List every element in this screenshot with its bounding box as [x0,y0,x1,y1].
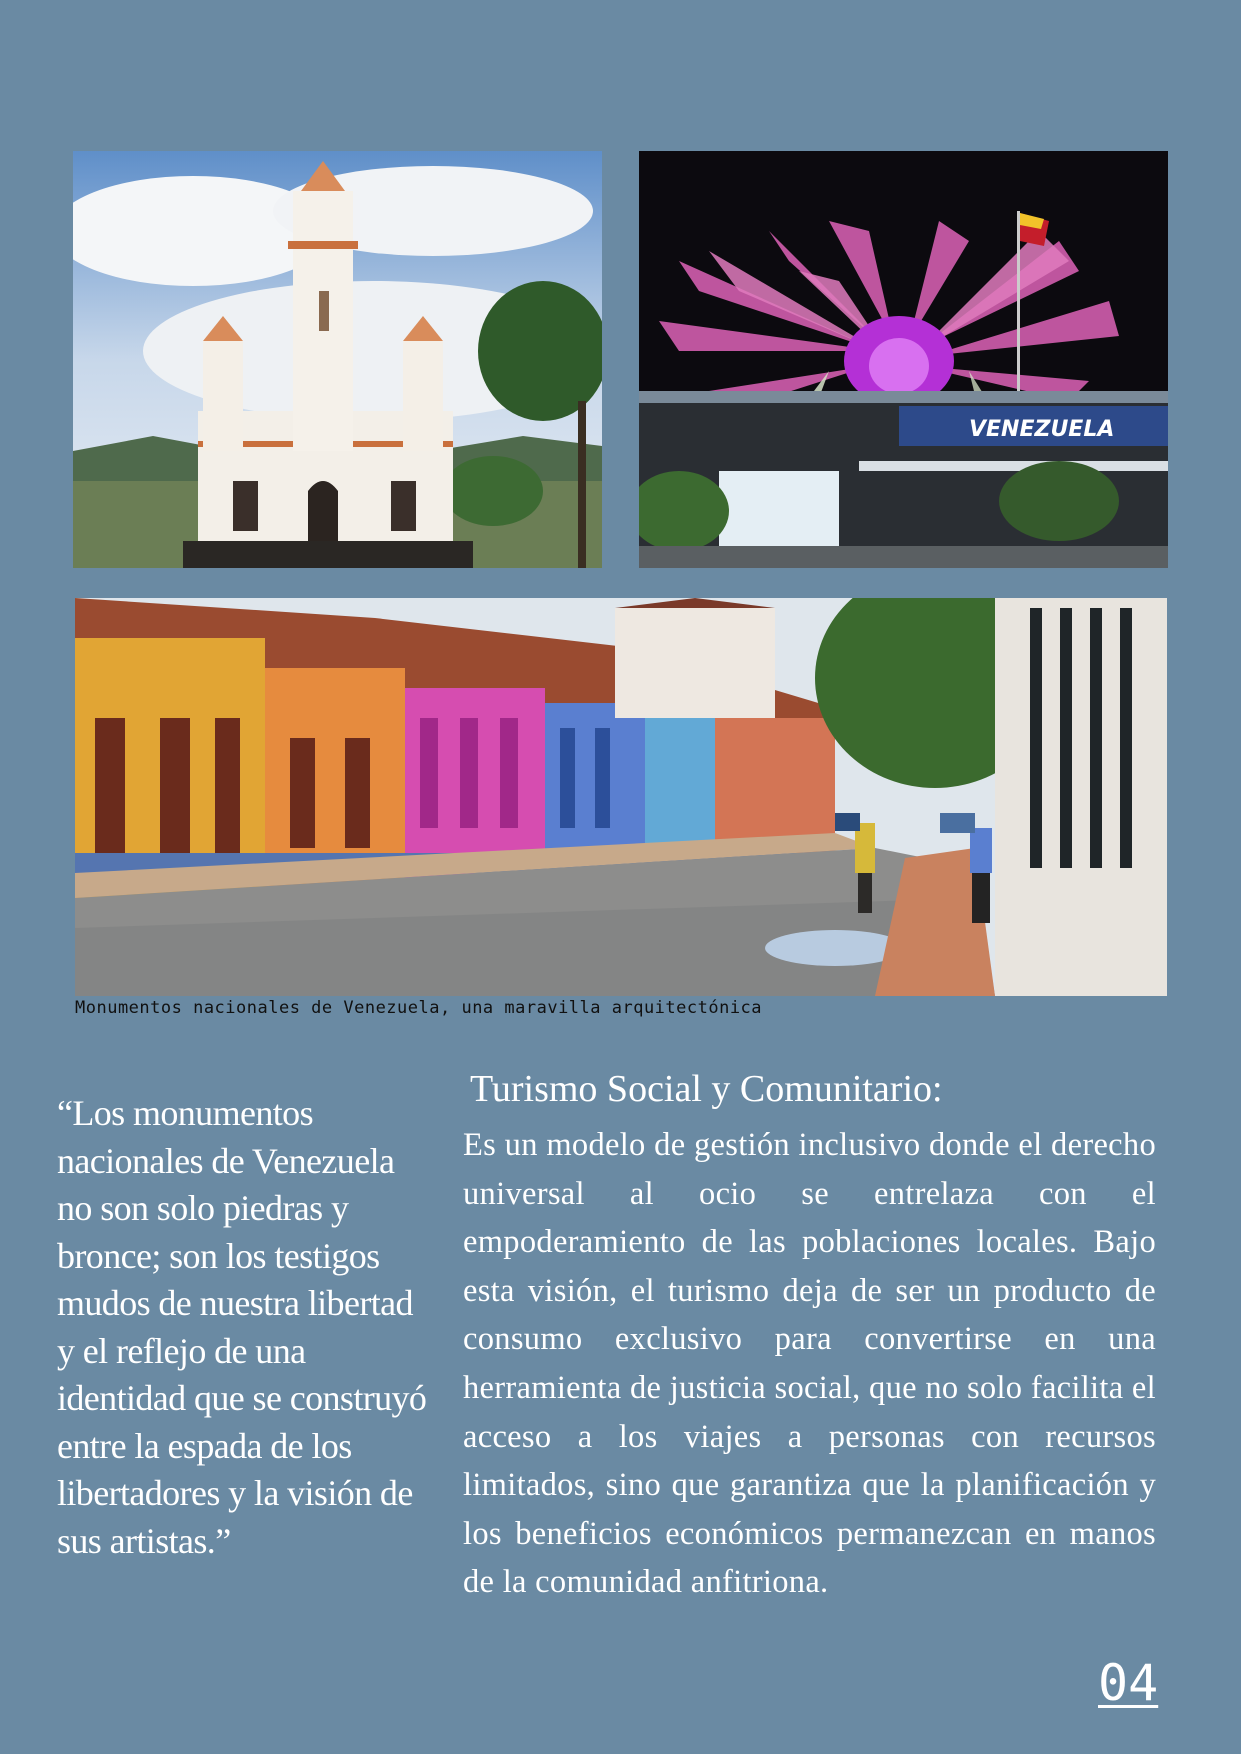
section-title: Turismo Social y Comunitario: [470,1068,943,1110]
pull-quote: “Los monumentos nacionales de Venezuela no son solo piedras y bronce; son los testigos mudos de nuestra libertad y el reflejo de una identidad que se construyó entre la espada de los libertadores y la visión de sus artistas.” [57,1093,427,1561]
venezuela-pavilion-photo [639,151,1168,568]
page-number: 04 [1098,1654,1159,1712]
photo-caption: Monumentos nacionales de Venezuela, una maravilla arquitectónica [75,998,763,1018]
pavilion-sign-text: VENEZUELA [969,417,1115,442]
section-body: Es un modelo de gestión inclusivo donde el derecho universal al ocio se entrelaza con el empoderamiento de las poblaciones locales. Bajo esta visión, el turismo deja de ser un producto de consumo exclusivo para convertirse en una herramienta de justicia social, que no solo facilita el acceso a los viajes a personas con recursos limitados, sino que garantiza que la planificación y los beneficios económicos permanezcan en manos de la comunidad anfitriona. [463,1127,1156,1601]
panteon-nacional-photo [73,151,602,568]
colonial-street-photo [75,598,1167,996]
